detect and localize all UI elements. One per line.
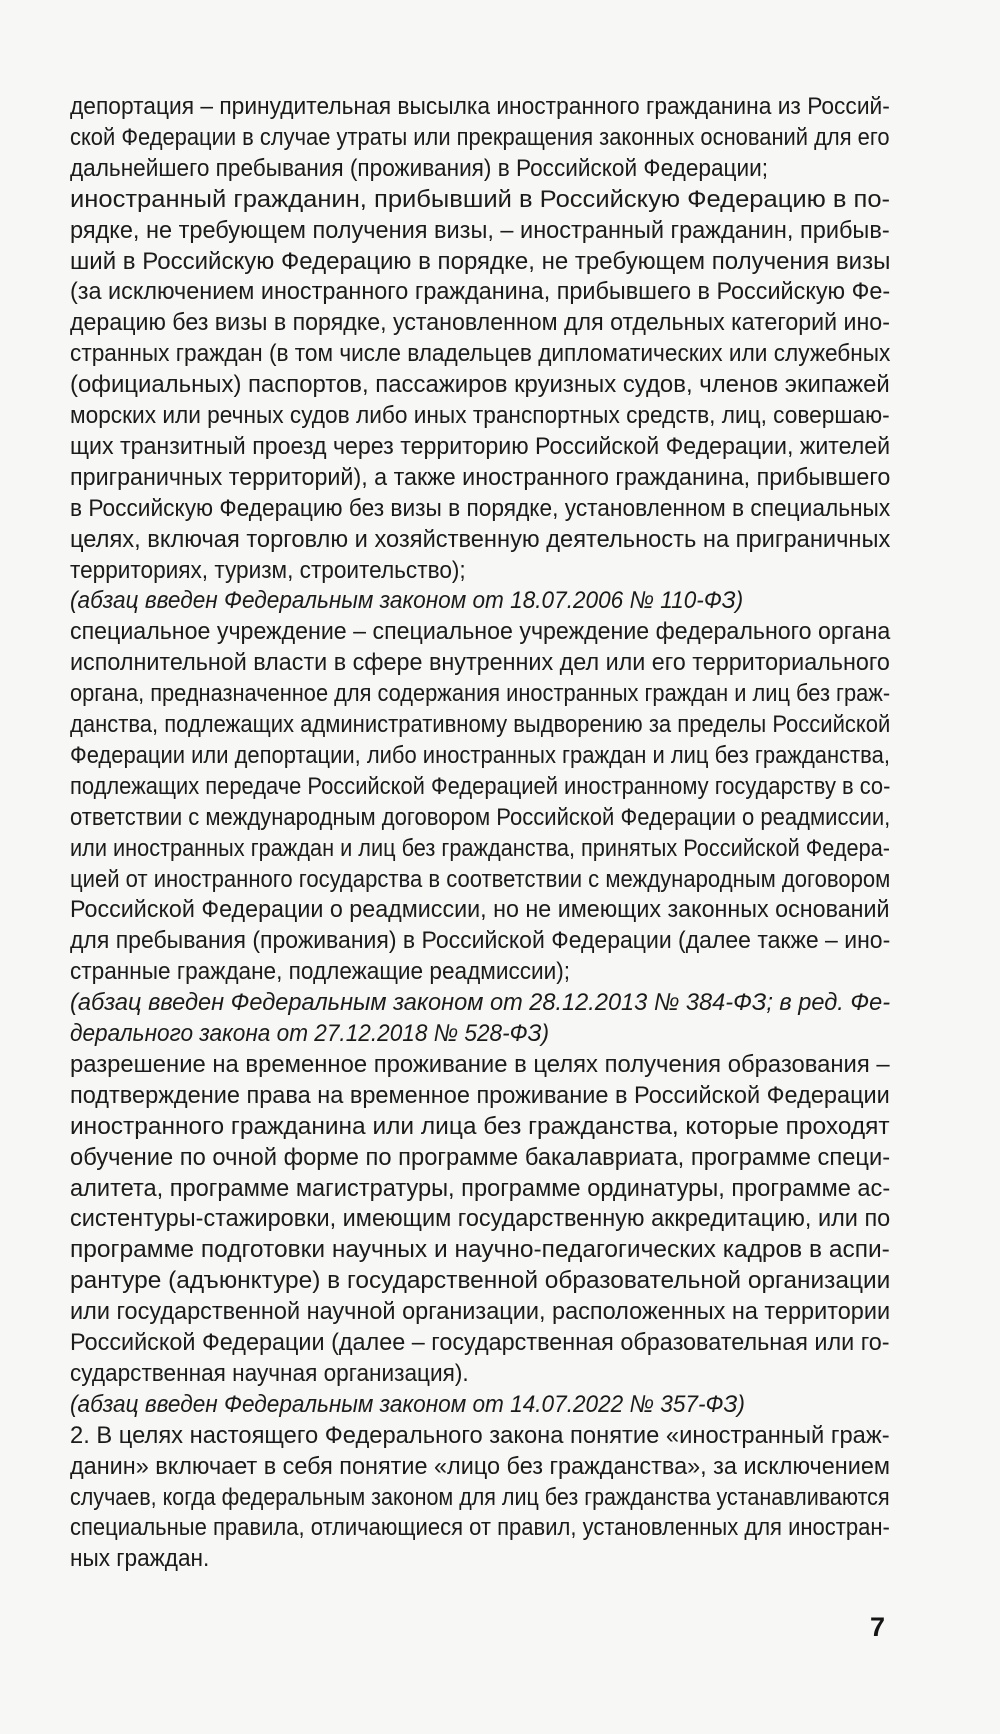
text-line: обучение по очной форме по программе бакалавриата, программе специ-: [70, 1143, 891, 1171]
text-line: или иностранных граждан и лиц без гражданства, принятых Российской Федера-: [70, 834, 891, 862]
text-line: разрешение на временное проживание в целях получения образования –: [70, 1050, 890, 1078]
text-line: целях, включая торговлю и хозяйственную деятельность на приграничных: [70, 525, 891, 553]
amendment-note-line: (абзац введен Федеральным законом от 28.12.2013 № 384-ФЗ; в ред. Фе-: [70, 989, 891, 1017]
text-line: подлежащих передаче Российской Федерацией иностранному государству в со-: [70, 772, 891, 800]
text-line: органа, предназначенное для содержания иностранных граждан и лиц без граж-: [70, 680, 891, 708]
body-text: [70, 92, 890, 1575]
amendment-note-line: дерального закона от 27.12.2018 № 528-ФЗ): [70, 1020, 550, 1047]
text-line: ской Федерации в случае утраты или прекращения законных оснований для его: [70, 123, 890, 151]
text-line: специальное учреждение – специальное учреждение федерального органа: [70, 618, 891, 646]
text-line: рядке, не требующем получения визы, – иностранный гражданин, прибыв-: [70, 216, 890, 244]
text-line: 2. В целях настоящего Федерального закона понятие «иностранный граж-: [70, 1421, 890, 1449]
amendment-note-line: (абзац введен Федеральным законом от 14.07.2022 № 357-ФЗ): [70, 1390, 745, 1418]
text-line: дальнейшего пребывания (проживания) в Российской Федерации;: [70, 154, 769, 182]
text-line: приграничных территорий), а также иностранного гражданина, прибывшего: [70, 463, 891, 491]
text-line: программе подготовки научных и научно-педагогических кадров в аспи-: [70, 1236, 890, 1264]
text-line: Российской Федерации (далее – государственная образовательная или го-: [70, 1329, 890, 1356]
text-line: систентуры-стажировки, имеющим государственную аккредитацию, или по: [70, 1205, 891, 1233]
text-line: данства, подлежащих административному выдворению за пределы Российской: [70, 711, 891, 738]
text-line: депортация – принудительная высылка иностранного гражданина из Россий-: [70, 93, 890, 120]
text-line: щих транзитный проезд через территорию Российской Федерации, жителей: [70, 432, 891, 460]
text-line: данин» включает в себя понятие «лицо без гражданства», за исключением: [70, 1452, 890, 1480]
text-line: иностранного гражданина или лица без гражданства, которые проходят: [70, 1112, 890, 1140]
text-line: специальные правила, отличающиеся от правил, установленных для иностран-: [70, 1514, 890, 1542]
text-line: странных граждан (в том числе владельцев дипломатических или служебных: [70, 340, 891, 368]
text-line: случаев, когда федеральным законом для лиц без гражданства устанавливаются: [70, 1483, 890, 1511]
text-line: подтверждение права на временное проживание в Российской Федерации: [70, 1081, 890, 1109]
text-line: Федерации или депортации, либо иностранных граждан и лиц без гражданства,: [70, 741, 890, 769]
text-line: дерацию без визы в порядке, установленном для отдельных категорий ино-: [70, 309, 890, 337]
text-line: (за исключением иностранного гражданина, прибывшего в Российскую Фе-: [70, 278, 891, 306]
text-line: Российской Федерации о реадмиссии, но не имеющих законных оснований: [70, 896, 890, 924]
page-number: 7: [870, 1612, 886, 1642]
text-line: для пребывания (проживания) в Российской Федерации (далее также – ино-: [70, 927, 891, 955]
text-line: цией от иностранного государства в соответствии с международным договором: [70, 865, 891, 893]
text-line: алитета, программе магистратуры, программе ординатуры, программе ас-: [70, 1174, 891, 1202]
amendment-note-line: (абзац введен Федеральным законом от 18.07.2006 № 110-ФЗ): [70, 587, 744, 615]
text-line: сударственная научная организация).: [70, 1359, 469, 1387]
text-line: в Российскую Федерацию без визы в порядке, установленном в специальных: [70, 494, 891, 522]
text-line: рантуре (адъюнктуре) в государственной образовательной организации: [70, 1267, 891, 1295]
text-line: ший в Российскую Федерацию в порядке, не требующем получения визы: [70, 247, 891, 275]
text-line: или государственной научной организации, расположенных на территории: [70, 1298, 891, 1326]
text-line: морских или речных судов либо иных транспортных средств, лиц, совершаю-: [70, 402, 890, 429]
text-line: ных граждан.: [70, 1545, 210, 1573]
text-line: территориях, туризм, строительство);: [70, 556, 466, 584]
text-line: странные граждане, подлежащие реадмиссии);: [70, 958, 571, 986]
text-line: исполнительной власти в сфере внутренних дел или его территориального: [70, 649, 890, 677]
text-line: иностранный гражданин, прибывший в Российскую Федерацию в по-: [70, 185, 891, 213]
text-line: ответствии с международным договором Российской Федерации о реадмиссии,: [70, 803, 891, 831]
text-line: (официальных) паспортов, пассажиров круизных судов, членов экипажей: [70, 371, 890, 399]
